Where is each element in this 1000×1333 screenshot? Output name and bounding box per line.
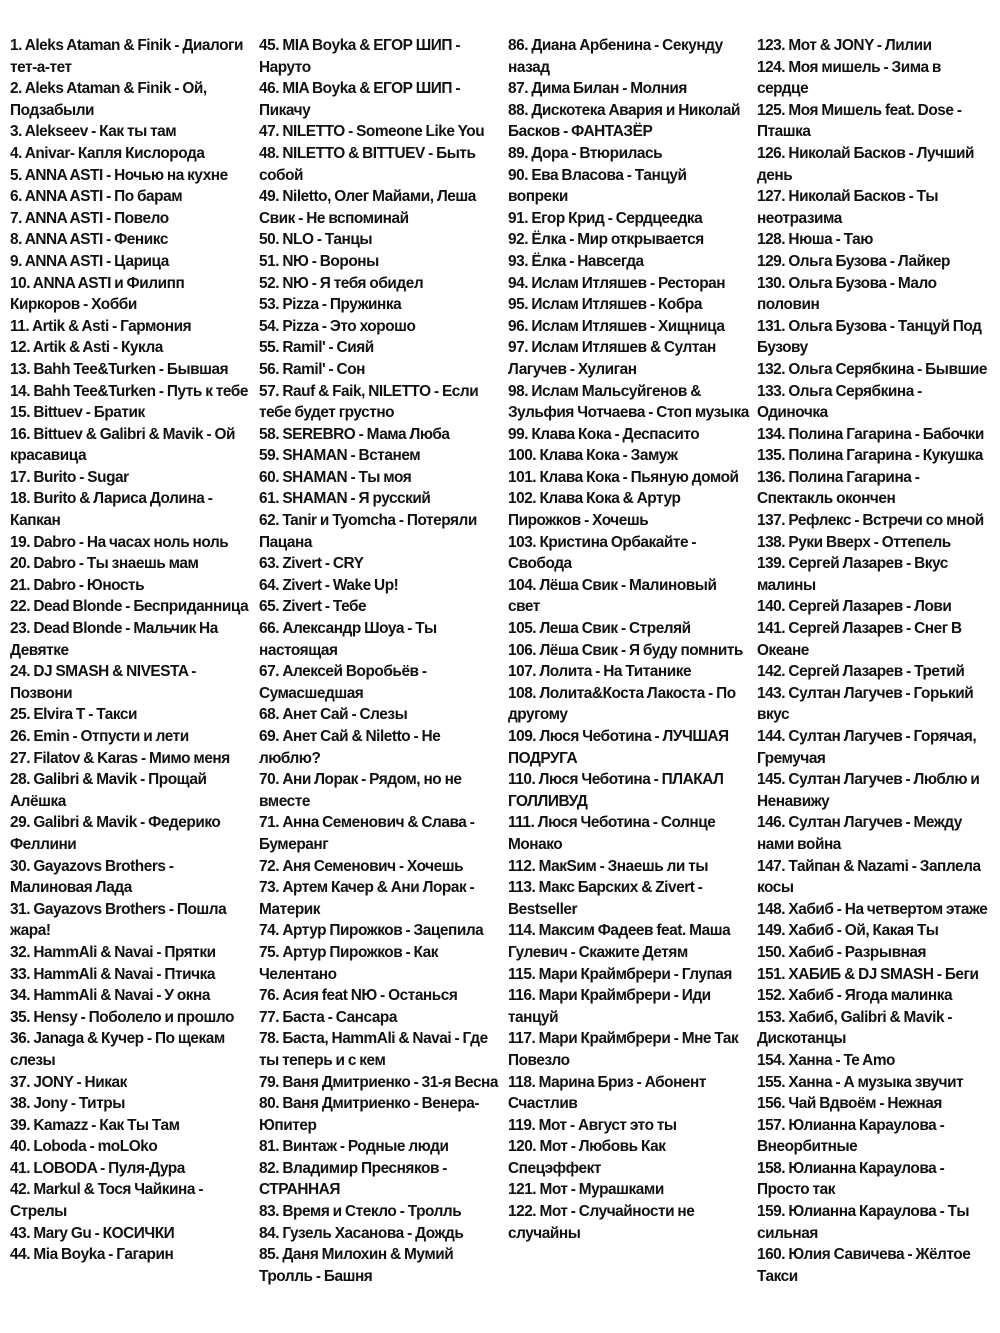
track-item: 127. Николай Басков - Ты неотразима [756,188,939,227]
track-item: 58. SEREBRO - Мама Люба [258,425,450,443]
track-item: 24. DJ SMASH & NIVESTA - Позвони [10,663,196,702]
track-item: 140. Сергей Лазарев - Лови [756,598,952,616]
track-item: 124. Моя мишель - Зима в сердце [756,58,941,98]
track-item: 19. Dabro - На часах ноль ноль [10,533,229,551]
track-item: 125. Моя Мишель feat. Dose - Пташка [756,101,962,141]
track-item: 64. Zivert - Wake Up! [258,576,399,594]
track-item: 138. Руки Вверх - Оттепель [756,533,951,551]
track-item: 120. Мот - Любовь Как Спецэффект [507,1138,666,1177]
track-item: 94. Ислам Итляшев - Ресторан [507,274,726,292]
track-item: 32. HammAli & Navai - Прятки [10,943,216,961]
track-item: 107. Лолита - На Титанике [507,663,692,681]
track-item: 99. Клава Кока - Деспасито [507,425,700,443]
track-item: 23. Dead Blonde - Мальчик На Девятке [10,620,218,659]
track-item: 155. Ханна - А музыка звучит [756,1073,964,1091]
track-item: 18. Burito & Лариса Долина - Капкан [10,490,213,530]
track-item: 44. Mia Boyka - Гагарин [10,1246,174,1264]
track-item: 135. Полина Гагарина - Кукушка [756,447,983,465]
track-item: 87. Дима Билан - Молния [507,80,687,98]
track-item: 77. Баста - Сансара [258,1008,397,1026]
track-item: 74. Артур Пирожков - Зацепила [258,922,484,940]
track-item: 38. Jony - Титры [10,1095,125,1113]
track-item: 5. ANNA ASTI - Ночью на кухне [10,166,228,184]
track-item: 73. Артем Качер & Ани Лорак - Материк [258,879,475,918]
track-item: 13. Bahh Tee&Turken - Бывшая [10,360,229,378]
track-item: 22. Dead Blonde - Бесприданница [10,598,249,616]
track-item: 153. Хабиб, Galibri & Mavik - Дискотанцы [756,1008,953,1048]
track-item: 17. Burito - Sugar [10,468,129,486]
track-item: 21. Dabro - Юность [10,576,145,594]
track-item: 60. SHAMAN - Ты моя [258,468,412,486]
track-item: 40. Loboda - moLOko [10,1138,158,1156]
track-item: 27. Filatov & Karas - Мимо меня [10,749,230,767]
track-item: 50. NLO - Танцы [258,231,373,249]
track-item: 25. Elvira T - Такси [10,706,138,724]
track-item: 33. HammAli & Navai - Птичка [10,965,215,983]
track-item: 54. Pizza - Это хорошо [258,317,416,335]
track-item: 141. Сергей Лазарев - Снег В Океане [756,620,962,659]
track-item: 131. Ольга Бузова - Танцуй Под Бузову [756,317,982,357]
track-item: 133. Ольга Серябкина - Одиночка [756,382,922,422]
track-item: 91. Егор Крид - Сердцеедка [507,209,703,227]
track-item: 89. Дора - Втюрилась [507,144,663,162]
track-item: 46. MIA Boyka & ЕГОР ШИП - Пикачу [258,80,461,119]
track-item: 97. Ислам Итляшев & Султан Лагучев - Хулиган [507,339,716,378]
track-item: 95. Ислам Итляшев - Кобра [507,296,702,314]
tracklist-column-4 [757,35,992,1333]
track-item: 57. Rauf & Faik, NILETTO - Если тебе будет грустно [258,382,479,422]
track-item: 59. SHAMAN - Встанем [258,447,421,465]
track-item: 52. NЮ - Я тебя обидел [258,274,424,292]
track-item: 136. Полина Гагарина - Спектакль окончен [756,468,920,508]
track-item: 6. ANNA ASTI - По барам [10,188,183,206]
track-item: 8. ANNA ASTI - Феникс [10,231,168,249]
track-item: 86. Диана Арбенина - Секунду назад [507,37,723,76]
track-item: 72. Аня Семенович - Хочешь [258,857,464,875]
track-item: 56. Ramil' - Сон [258,360,366,378]
track-item: 28. Galibri & Mavik - Прощай Алёшка [10,771,207,810]
track-item: 119. Мот - Август это ты [507,1116,677,1134]
track-item: 26. Emin - Отпусти и лети [10,728,189,745]
track-item: 30. Gayazovs Brothers - Малиновая Лада [10,857,174,897]
track-item: 12. Artik & Asti - Кукла [10,339,163,357]
track-item: 88. Дискотека Авария и Николай Басков - ФАНТАЗЁР [507,101,740,141]
track-item: 130. Ольга Бузова - Мало половин [756,274,937,314]
track-item: 105. Леша Свик - Стреляй [507,620,691,638]
track-item: 76. Асия feat NЮ - Останься [258,987,458,1005]
track-item: 51. NЮ - Вороны [258,252,379,270]
track-item: 43. Mary Gu - КОСИЧКИ [10,1224,175,1242]
track-item: 142. Сергей Лазарев - Третий [756,663,965,681]
track-item: 134. Полина Гагарина - Бабочки [756,425,984,443]
track-item: 49. Niletto, Олег Майами, Леша Свик - Не вспоминай [258,188,476,227]
track-item: 117. Мари Краймбрери - Мне Так Повезло [507,1030,739,1069]
track-item: 75. Артур Пирожков - Как Челентано [258,943,439,983]
track-item: 53. Pizza - Пружинка [258,296,402,314]
track-item: 137. Рефлекс - Встречи со мной [756,512,984,530]
track-item: 65. Zivert - Тебе [258,598,367,616]
track-item: 114. Максим Фадеев feat. Маша Гулевич - Скажите Детям [507,922,731,961]
track-item: 102. Клава Кока & Артур Пирожков - Хочешь [507,490,681,530]
track-item: 67. Алексей Воробьёв - Сумасшедшая [258,663,427,702]
track-item: 45. MIA Boyka & ЕГОР ШИП - Наруто [258,37,461,76]
track-item: 149. Хабиб - Ой, Какая Ты [756,922,939,940]
track-item: 84. Гузель Хасанова - Дождь [258,1224,464,1242]
track-item: 111. Люся Чеботина - Солнце Монако [507,814,716,853]
track-item: 63. Zivert - CRY [258,555,364,573]
tracklist-column-1 [10,35,259,1333]
track-item: 116. Мари Краймбрери - Иди танцуй [507,987,711,1026]
track-item: 100. Клава Кока - Замуж [507,447,678,465]
track-item: 66. Александр Шоуа - Ты настоящая [258,620,437,659]
track-item: 145. Султан Лагучев - Люблю и Ненавижу [756,771,980,810]
track-item: 108. Лолита&Коста Лакоста - По другому [507,684,736,724]
track-item: 3. Alekseev - Как ты там [10,123,177,141]
track-item: 41. LOBODA - Пуля-Дура [10,1159,185,1177]
track-item: 144. Султан Лагучев - Горячая, Гремучая [756,728,977,767]
track-item: 4. Anivar- Капля Кислорода [10,144,205,162]
track-item: 157. Юлианна Караулова - Внеорбитные [756,1116,945,1156]
track-item: 10. ANNA ASTI и Филипп Киркоров - Хобби [10,274,185,314]
track-item: 80. Ваня Дмитриенко - Венера-Юпитер [258,1095,480,1134]
track-item: 1. Aleks Ataman & Finik - Диалоги тет-а-тет [10,37,243,76]
track-item: 83. Время и Стекло - Тролль [258,1203,462,1221]
track-item: 110. Люся Чеботина - ПЛАКАЛ ГОЛЛИВУД [507,771,724,810]
track-item: 143. Султан Лагучев - Горький вкус [756,684,974,724]
track-item: 36. Janaga & Кучер - По щекам слезы [10,1030,225,1069]
track-item: 115. Мари Краймбрери - Глупая [507,965,732,983]
track-item: 93. Ёлка - Навсегда [507,252,644,270]
track-item: 34. HammAli & Navai - У окна [10,987,211,1005]
track-item: 69. Анет Сай & Niletto - Не люблю? [258,728,441,767]
track-item: 123. Мот & JONY - Лилии [756,37,932,54]
track-item: 98. Ислам Мальсуйгенов & Зульфия Чотчаева - Стоп музыка [507,382,749,422]
track-item: 48. NILETTO & BITTUEV - Быть собой [258,144,476,184]
track-item: 151. ХАБИБ & DJ SMASH - Беги [756,965,979,983]
track-item: 154. Ханна - Te Amo [756,1051,896,1069]
track-item: 139. Сергей Лазарев - Вкус малины [756,555,948,594]
track-item: 81. Винтаж - Родные люди [258,1138,449,1156]
track-item: 7. ANNA ASTI - Повело [10,209,169,227]
track-item: 146. Султан Лагучев - Между нами война [756,814,962,853]
tracklist-column-2 [259,35,508,1333]
track-item: 104. Лёша Свик - Малиновый свет [507,576,717,616]
track-item: 159. Юлианна Караулова - Ты сильная [756,1203,970,1242]
tracklist-column-3 [508,35,757,1333]
track-item: 82. Владимир Пресняков - СТРАННАЯ [258,1159,447,1199]
track-item: 31. Gayazovs Brothers - Пошла жара! [10,900,227,940]
track-item: 121. Мот - Мурашками [507,1181,664,1199]
track-item: 11. Artik & Asti - Гармония [10,317,192,335]
track-item: 9. ANNA ASTI - Царица [10,252,169,270]
track-item: 109. Люся Чеботина - ЛУЧШАЯ ПОДРУГА [507,728,729,767]
track-item: 118. Марина Бриз - Абонент Счастлив [507,1073,706,1113]
track-item: 85. Даня Милохин & Мумий Тролль - Башня [258,1246,454,1285]
track-item: 113. Макс Барских & Zivert - Bestseller [507,879,703,918]
track-item: 152. Хабиб - Ягода малинка [756,987,953,1005]
track-item: 103. Кристина Орбакайте - Свобода [507,533,697,573]
track-item: 92. Ёлка - Мир открывается [507,231,704,249]
track-item: 47. NILETTO - Someone Like You [258,123,485,141]
track-item: 101. Клава Кока - Пьяную домой [507,468,739,486]
track-item: 37. JONY - Никак [10,1073,127,1091]
track-item: 132. Ольга Серябкина - Бывшие [756,360,987,378]
track-item: 2. Aleks Ataman & Finik - Ой, Подзабыли [10,80,207,119]
track-item: 35. Hensy - Поболело и прошло [10,1008,235,1026]
track-item: 148. Хабиб - На четвертом этаже [756,900,988,918]
track-item: 16. Bittuev & Galibri & Mavik - Ой красавица [10,425,236,465]
track-item: 55. Ramil' - Сияй [258,339,374,357]
track-item: 150. Хабиб - Разрывная [756,943,927,961]
track-item: 106. Лёша Свик - Я буду помнить [507,641,743,659]
track-item: 61. SHAMAN - Я русский [258,490,431,508]
track-item: 29. Galibri & Mavik - Федерико Феллини [10,814,221,853]
track-item: 68. Анет Сай - Слезы [258,706,408,724]
track-item: 42. Markul & Тося Чайкина - Стрелы [10,1181,203,1221]
track-item: 62. Tanir и Tyomcha - Потеряли Пацана [258,512,477,551]
track-item: 128. Нюша - Таю [756,231,873,249]
track-item: 112. МакSим - Знаешь ли ты [507,857,709,875]
track-item: 160. Юлия Савичева - Жёлтое Такси [756,1246,971,1285]
track-item: 78. Баста, HammAli & Navai - Где ты теперь и с кем [258,1030,488,1069]
track-item: 129. Ольга Бузова - Лайкер [756,252,950,270]
track-item: 39. Kamazz - Как Ты Там [10,1116,180,1134]
track-item: 158. Юлианна Караулова - Просто так [756,1159,945,1199]
track-item: 156. Чай Вдвоём - Нежная [756,1095,942,1113]
track-item: 20. Dabro - Ты знаешь мам [10,555,199,573]
track-item: 79. Ваня Дмитриенко - 31-я Весна [258,1073,499,1091]
track-item: 70. Ани Лорак - Рядом, но не вместе [258,771,462,810]
track-item: 147. Тайпан & Nazami - Заплела косы [756,857,981,897]
track-item: 122. Мот - Случайности не случайны [507,1203,695,1242]
track-item: 14. Bahh Tee&Turken - Путь к тебе [10,382,248,400]
track-item: 126. Николай Басков - Лучший день [756,144,975,184]
track-item: 96. Ислам Итляшев - Хищница [507,317,725,335]
track-item: 90. Ева Власова - Танцуй вопреки [507,166,687,206]
track-item: 15. Bittuev - Братик [10,404,145,422]
track-item: 71. Анна Семенович & Слава - Бумеранг [258,814,475,853]
